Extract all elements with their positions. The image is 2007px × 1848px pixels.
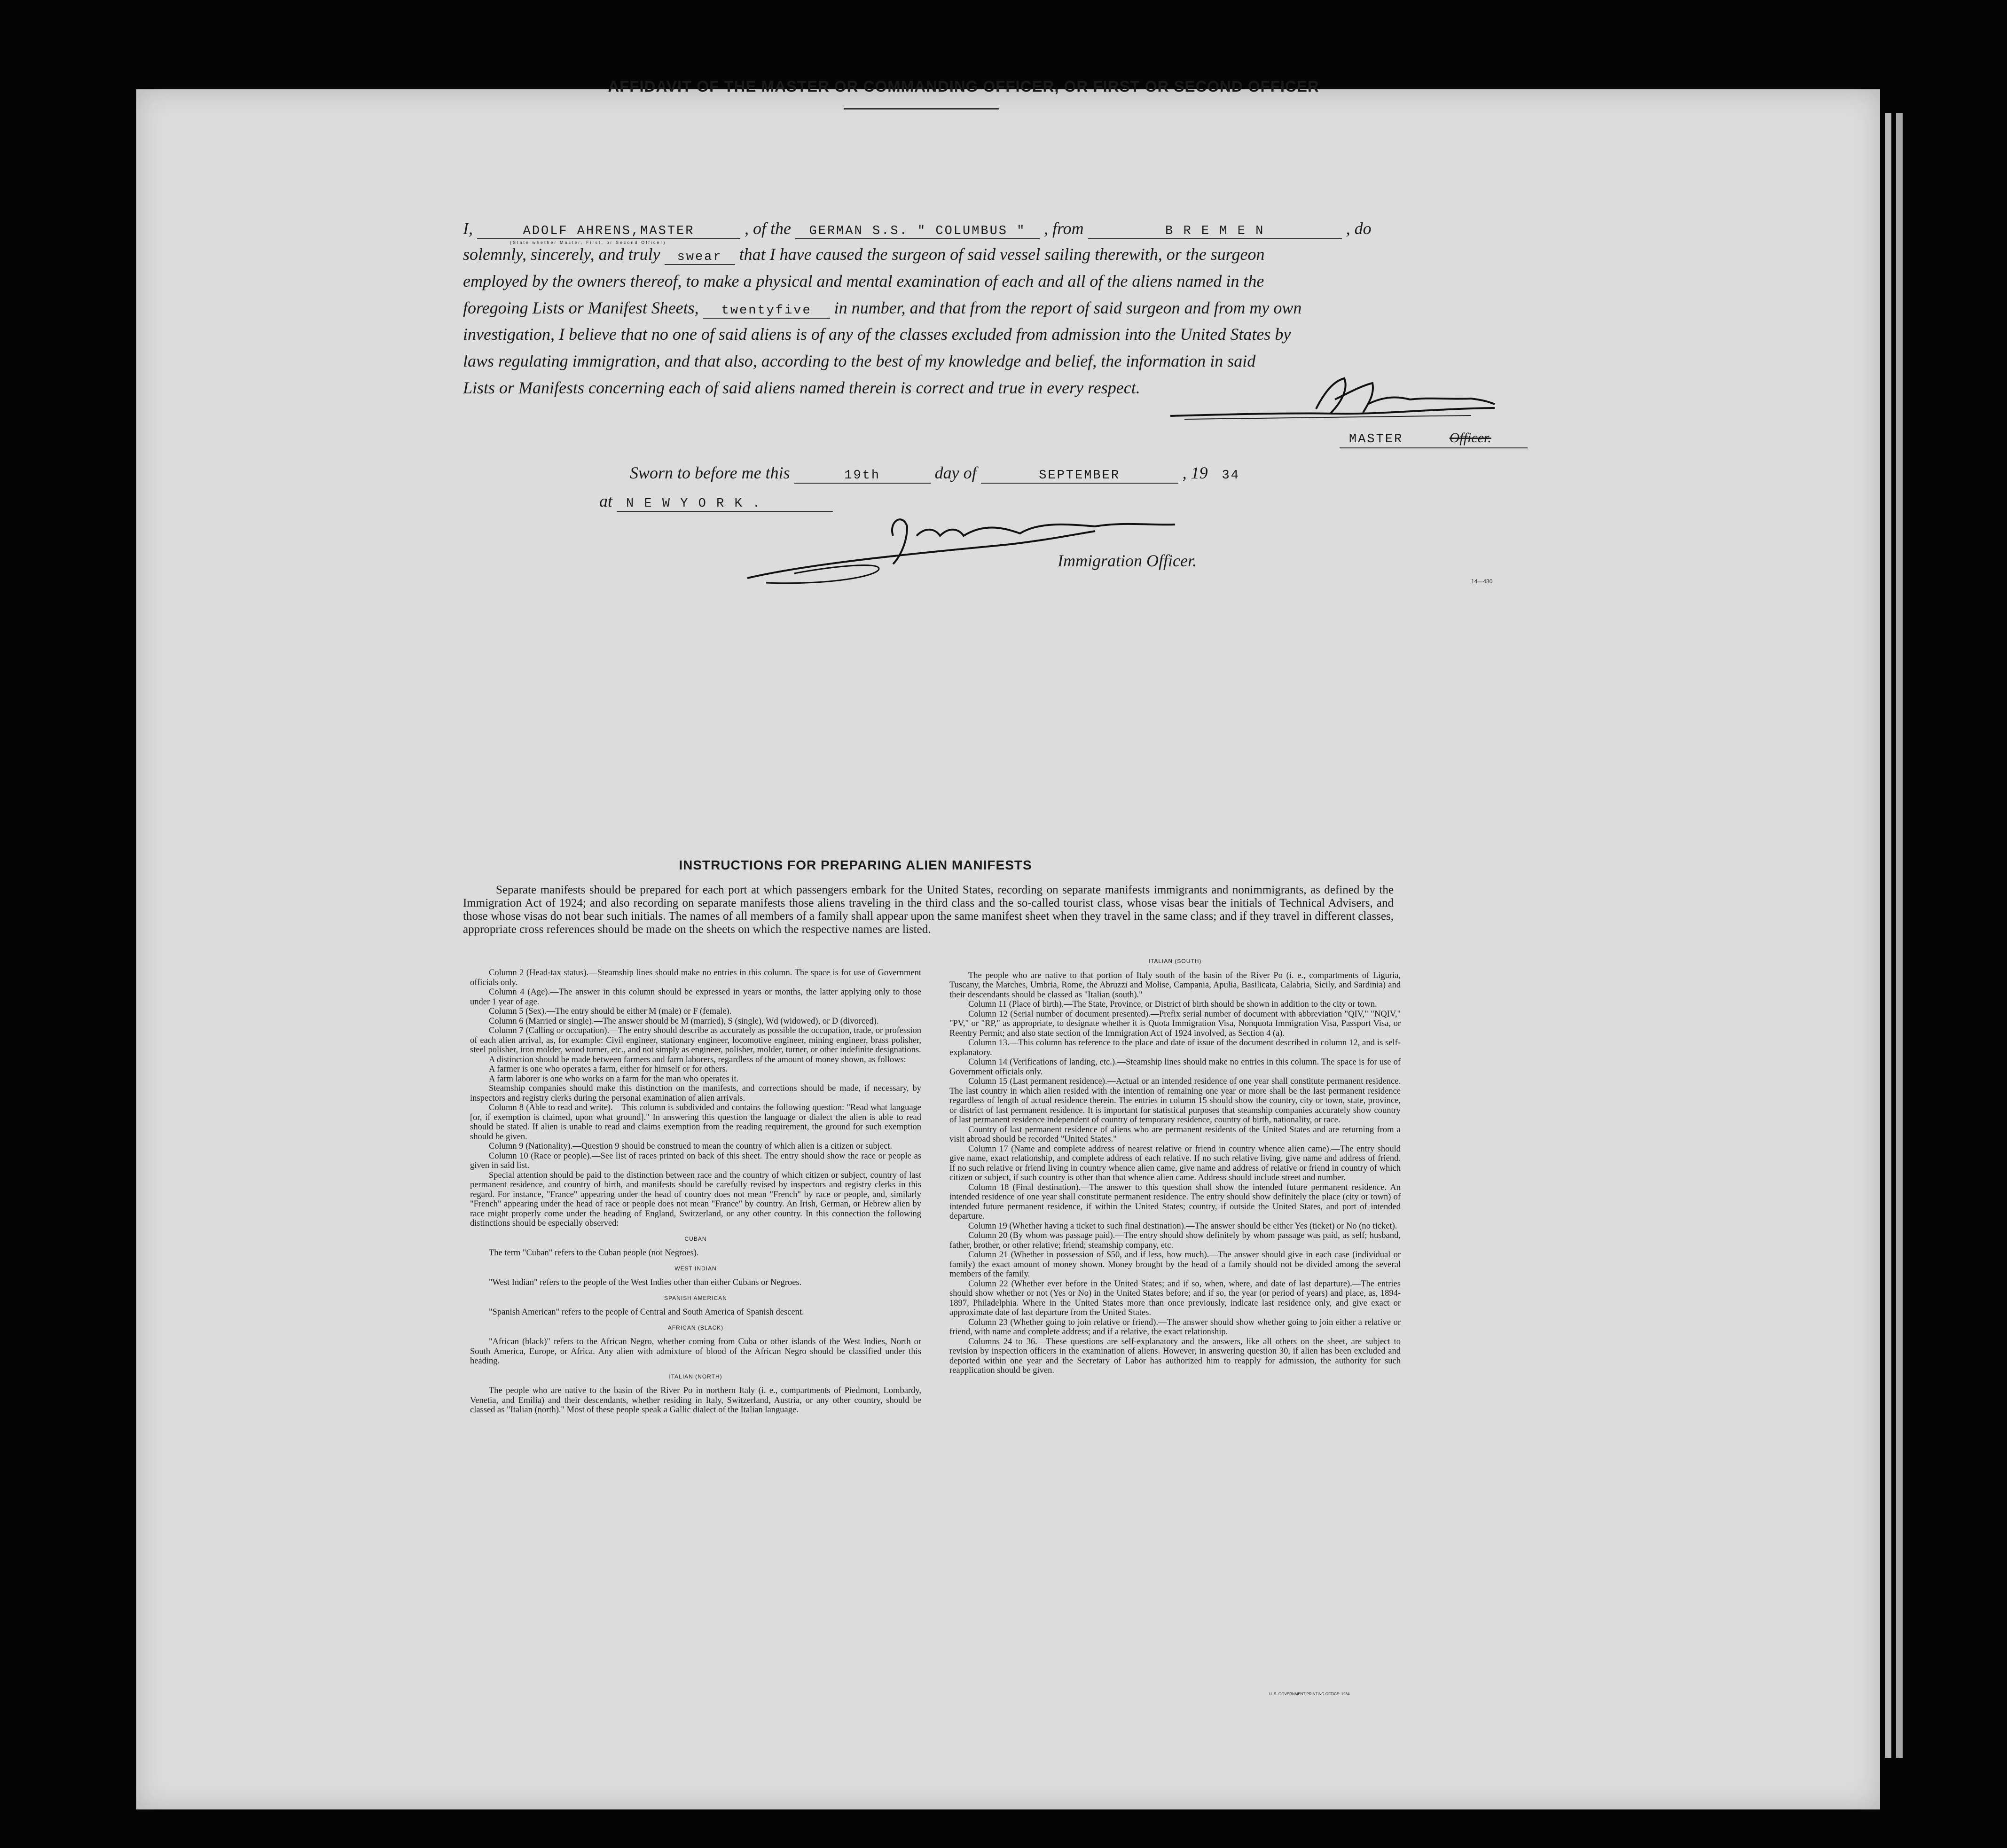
paragraph: Column 9 (Nationality).—Question 9 should be construed to mean the country of which alien is a citizen or subject. xyxy=(489,1142,893,1151)
text: foregoing Lists or Manifest Sheets, xyxy=(463,298,699,317)
oath-field: swear xyxy=(665,250,735,265)
paragraph: Column 6 (Married or single).—The answer should be M (married), S (single), Wd (widowed), or D (divorced). xyxy=(489,1016,879,1026)
affidavit-line-3: employed by the owners thereof, to make a physical and mental examination of each and all of the aliens named in the xyxy=(463,272,1264,290)
master-name: ADOLF AHRENS,MASTER xyxy=(523,224,695,238)
paragraph: Column 15 (Last permanent residence).—Actual or an intended residence of one year shall constitute permanent residence. The last country in which alien resided with the intention of remaining one year or more shall be the last permanent residence regardless of length of actual residence therein. The entries in column 15 should show the country, city or town, state, province, or district of last permanent residence. It is important for statistical purposes that steamship companies accurately show country of last permanent residence independent of country of temporary residence, country of birth, nationality, or race. xyxy=(949,1077,1401,1125)
paragraph: The term "Cuban" refers to the Cuban people (not Negroes). xyxy=(489,1248,699,1258)
struck-officer: Officer. xyxy=(1449,430,1491,446)
paragraph: Column 18 (Final destination).—The answer to this question shall show the intended future permanent residence. An intended residence of one year shall constitute permanent residence. The entry should show definitely the place (city or town) of intended future permanent residence, if within the United States; country, if outside the United States, and port of intended departure. xyxy=(949,1182,1401,1221)
paragraph: "African (black)" refers to the African Negro, whether coming from Cuba or other islands of the West Indies, North or South America, Europe, or Africa. Any alien with admixture of blood of the African Negro should be classified under this heading. xyxy=(470,1337,921,1366)
sworn-line xyxy=(630,463,1250,484)
paragraph: Column 17 (Name and complete address of nearest relative or friend in country whence alien came).—The entry should give name, exact relationship, and complete address of each relative. If no such relative living, give name and address of friend. If no such relative or friend living in country whence alien came, give name and address of relative or friend in country of which citizen or subject, if such country is other than that whence alien came. Address should include street and number. xyxy=(949,1144,1401,1182)
text: , of the xyxy=(745,219,791,238)
text: in number, and that from the report of said surgeon and from my own xyxy=(834,298,1302,317)
vessel-field: GERMAN S.S. " COLUMBUS " xyxy=(795,224,1040,239)
year-field: 34 xyxy=(1222,469,1240,483)
affidavit-line-5: investigation, I believe that no one of said aliens is of any of the classes excluded from admission into the United States by xyxy=(463,325,1291,344)
paragraph: A distinction should be made between farmers and farm laborers, regardless of the amount of money shown, as follows: xyxy=(489,1055,906,1065)
paragraph: A farmer is one who operates a farm, either for himself or for others. xyxy=(489,1065,728,1074)
heading-african: AFRICAN (BLACK) xyxy=(667,1324,724,1331)
page-edge xyxy=(1885,113,1891,1758)
heading-cuban: CUBAN xyxy=(684,1235,707,1242)
text: , do xyxy=(1346,219,1372,238)
affidavit-line-1 xyxy=(463,219,1372,245)
page-edge xyxy=(1896,113,1903,1758)
paragraph: Steamship companies should make this distinction on the manifests, and corrections should be made, if necessary, by inspectors and registry clerks during the personal examination of alien arrivals. xyxy=(470,1084,921,1103)
paragraph: Column 2 (Head-tax status).—Steamship lines should make no entries in this column. The space is for use of Government officials only. xyxy=(470,968,921,987)
paragraph: Column 23 (Whether going to join relative or friend).—The answer should show whether going to join either a relative or friend, with name and complete address; and if a relative, the exact relationship. xyxy=(949,1317,1401,1337)
paragraph: Column 13.—This column has reference to the place and date of issue of the document described in column 12, and is self-explanatory. xyxy=(949,1038,1401,1057)
signer-title: MASTER xyxy=(1349,432,1403,446)
paragraph: Column 20 (By whom was passage paid).—The entry should show definitely by whom passage was paid, as self; husband, father, brother, or other relative; friend; steamship company, etc. xyxy=(949,1231,1401,1250)
punch-hole xyxy=(1927,634,1952,660)
text: , 19 xyxy=(1182,463,1208,482)
text: solemnly, sincerely, and truly xyxy=(463,245,660,264)
affidavit-line-7: Lists or Manifests concerning each of said aliens named therein is correct and true in every respect. xyxy=(463,378,1140,397)
heading-west-indian: WEST INDIAN xyxy=(674,1265,717,1272)
text: Sworn to before me this xyxy=(630,463,790,482)
title-rule xyxy=(844,108,999,110)
paragraph: The people who are native to the basin of the River Po in northern Italy (i. e., compartments of Piedmont, Lombardy, Venetia, and Emilia) and their descendants, whether residing in Italy, Switzerland, Austria, or any other country, should be classed as "Italian (north)." Most of these people speak a Gallic dialect of the Italian language. xyxy=(470,1386,921,1415)
punch-hole xyxy=(1927,1506,1952,1532)
paragraph: Columns 24 to 36.—These questions are self-explanatory and the answers, like all others on the sheet, are subject to revision by inspection officers in the examination of aliens. However, in answering question 30, if alien has been excluded and deported within one year and the Secretary of Labor has authorized him to reapply for admission, the authority for such reapplication should be given. xyxy=(949,1337,1401,1375)
paragraph: Column 21 (Whether in possession of $50, and if less, how much).—The answer should give in each case (individual or family) the exact amount of money shown. Money brought by the head of a family should not be divided among the several members of the family. xyxy=(949,1250,1401,1279)
paragraph: Country of last permanent residence of aliens who are permanent residents of the United States and are returning from a visit abroad should be recorded "United States." xyxy=(949,1125,1401,1144)
instructions-left-column xyxy=(470,968,921,1415)
paragraph: "Spanish American" refers to the people of Central and South America of Spanish descent. xyxy=(489,1308,804,1317)
text: that I have caused the surgeon of said vessel sailing therewith, or the surgeon xyxy=(739,245,1265,264)
master-name-field xyxy=(477,224,740,245)
instructions-right-column xyxy=(949,956,1401,1376)
place-field: N E W Y O R K . xyxy=(617,497,833,512)
paragraph: Column 19 (Whether having a ticket to such final destination).—The answer should be either Yes (ticket) or No (no ticket). xyxy=(968,1221,1397,1231)
month-field: SEPTEMBER xyxy=(981,469,1178,484)
heading-italian-north: ITALIAN (NORTH) xyxy=(669,1373,722,1380)
paragraph: "West Indian" refers to the people of the West Indies other than either Cubans or Negroes. xyxy=(489,1278,802,1287)
paragraph: Column 7 (Calling or occupation).—The entry should describe as accurately as possible the occupation, trade, or profession of each alien arrival, as, for example: Civil engineer, stationary engineer, locomotive engineer, mining engineer, brass polisher, steel polisher, iron molder, wood turner, etc., and not simply as engineer, polisher, molder, turner, or other indefinite designations. xyxy=(470,1026,921,1055)
punch-hole xyxy=(1927,1586,1952,1612)
text: , from xyxy=(1043,219,1084,238)
affidavit-title: AFFIDAVIT OF THE MASTER OR COMMANDING OFFICER, OR FIRST OR SECOND OFFICER xyxy=(608,78,1319,95)
heading-spanish-american: SPANISH AMERICAN xyxy=(664,1294,727,1301)
master-note: (State whether Master, First, or Second Officer) xyxy=(510,240,666,245)
punch-hole xyxy=(1927,712,1952,737)
paragraph: A farm laborer is one who works on a farm for the man who operates it. xyxy=(489,1074,739,1084)
paragraph: Column 10 (Race or people).—See list of races printed on back of this sheet. The entry should show the race or people as given in said list. xyxy=(470,1151,921,1170)
text: at xyxy=(599,492,613,510)
instructions-intro: Separate manifests should be prepared for each port at which passengers embark for the United States, recording on separate manifests immigrants and nonimmigrants, as defined by the Immigration Act of 1924; and also recording on separate manifests those aliens traveling in the third class and the so-called tourist class, whose visas bear the initials of Technical Advisers, and those whose visas do not bear such initials. The names of all members of a family shall appear upon the same manifest sheet when they travel in the same class; and if they travel in different classes, appropriate cross references should be made on the sheets on which the respective names are listed. xyxy=(463,884,1394,936)
paragraph: Column 11 (Place of birth).—The State, Province, or District of birth should be shown in addition to the city or town. xyxy=(968,1000,1377,1009)
paragraph: Column 8 (Able to read and write).—This column is subdivided and contains the following question: "Read what language [or, if exemption is claimed, upon what ground]." In answering this question the language or dialect the alien is able to read should be stated. If alien is unable to read and claims exemption from the reading requirement, the ground for such exemption should be given. xyxy=(470,1103,921,1142)
affidavit-line-4 xyxy=(463,298,1301,319)
officer-signature xyxy=(738,508,1208,592)
signature-rule xyxy=(1340,447,1528,448)
day-field: 19th xyxy=(794,469,931,484)
printer-credit: U. S. GOVERNMENT PRINTING OFFICE: 1934 xyxy=(1269,1692,1350,1696)
text: I, xyxy=(463,219,473,238)
sheets-field: twentyfive xyxy=(703,304,830,319)
paragraph: Column 22 (Whether ever before in the United States; and if so, when, where, and date of last departure).—The entries should show whether or not (Yes or No) in the United States before; and if so, the year (or period of years) and place, as, 1894-1897, Philadelphia. Where in the United States more than once previously, indicate last residence only, and give exact or approximate date of last departure from the United States. xyxy=(949,1279,1401,1317)
paragraph: Column 4 (Age).—The answer in this column should be expressed in years or months, the latter applying only to those under 1 year of age. xyxy=(470,987,921,1007)
manifest-page xyxy=(136,89,1880,1809)
punch-hole xyxy=(1927,1173,1952,1198)
punch-hole xyxy=(1927,381,1952,406)
port-field: B R E M E N xyxy=(1088,224,1342,239)
paragraph: Column 12 (Serial number of document presented).—Prefix serial number of document with abbreviation "QIV," "NQIV," "PV," or "RP," as appropriate, to designate whether it is Quota Immigration Visa, Nonquota Immigration Visa, Passport Visa, or Reentry Permit; and also state section of the Immigration Act of 1924 involved, as Section 4 (a). xyxy=(949,1009,1401,1038)
paragraph: Column 5 (Sex).—The entry should be either M (male) or F (female). xyxy=(489,1007,732,1016)
paragraph: Column 14 (Verifications of landing, etc.).—Steamship lines should make no entries in this column. The space is for use of Government officials only. xyxy=(949,1057,1401,1077)
punch-hole xyxy=(1927,301,1952,326)
heading-italian-south: ITALIAN (SOUTH) xyxy=(1148,958,1202,964)
immigration-officer-label: Immigration Officer. xyxy=(1058,551,1197,570)
punch-hole xyxy=(1927,1253,1952,1278)
paragraph: Special attention should be paid to the distinction between race and the country of which citizen or subject, country of last permanent residence, and country of birth, and manifests should be carefully revised by inspectors and registry clerks in this regard. For instance, "France" appearing under the head of country does not mean "French" by race or people, and, similarly "French" appearing under the head of race or people does not mean "France" by country. An Irish, German, or Hebrew alien by race might properly come under the heading of England, Switzerland, or any other country. In this connection the following distinctions should be especially observed: xyxy=(470,1170,921,1228)
master-signature xyxy=(1166,371,1504,428)
text: day of xyxy=(934,463,977,482)
affidavit-line-6: laws regulating immigration, and that also, according to the best of my knowledge and belief, the information in said xyxy=(463,352,1256,370)
form-number: 14—430 xyxy=(1471,578,1493,585)
signer-title-line xyxy=(1349,430,1491,446)
paragraph: The people who are native to that portion of Italy south of the basin of the River Po (i. e., compartments of Liguria, Tuscany, the Marches, Umbria, Rome, the Abruzzi and Molise, Campania, Apulia, Basilicata, Calabria, Sicily, and Sardinia) and their descendants should be classed as "Italian (south)." xyxy=(949,971,1401,1000)
instructions-title: INSTRUCTIONS FOR PREPARING ALIEN MANIFESTS xyxy=(679,858,1032,872)
affidavit-line-2 xyxy=(463,244,1264,265)
